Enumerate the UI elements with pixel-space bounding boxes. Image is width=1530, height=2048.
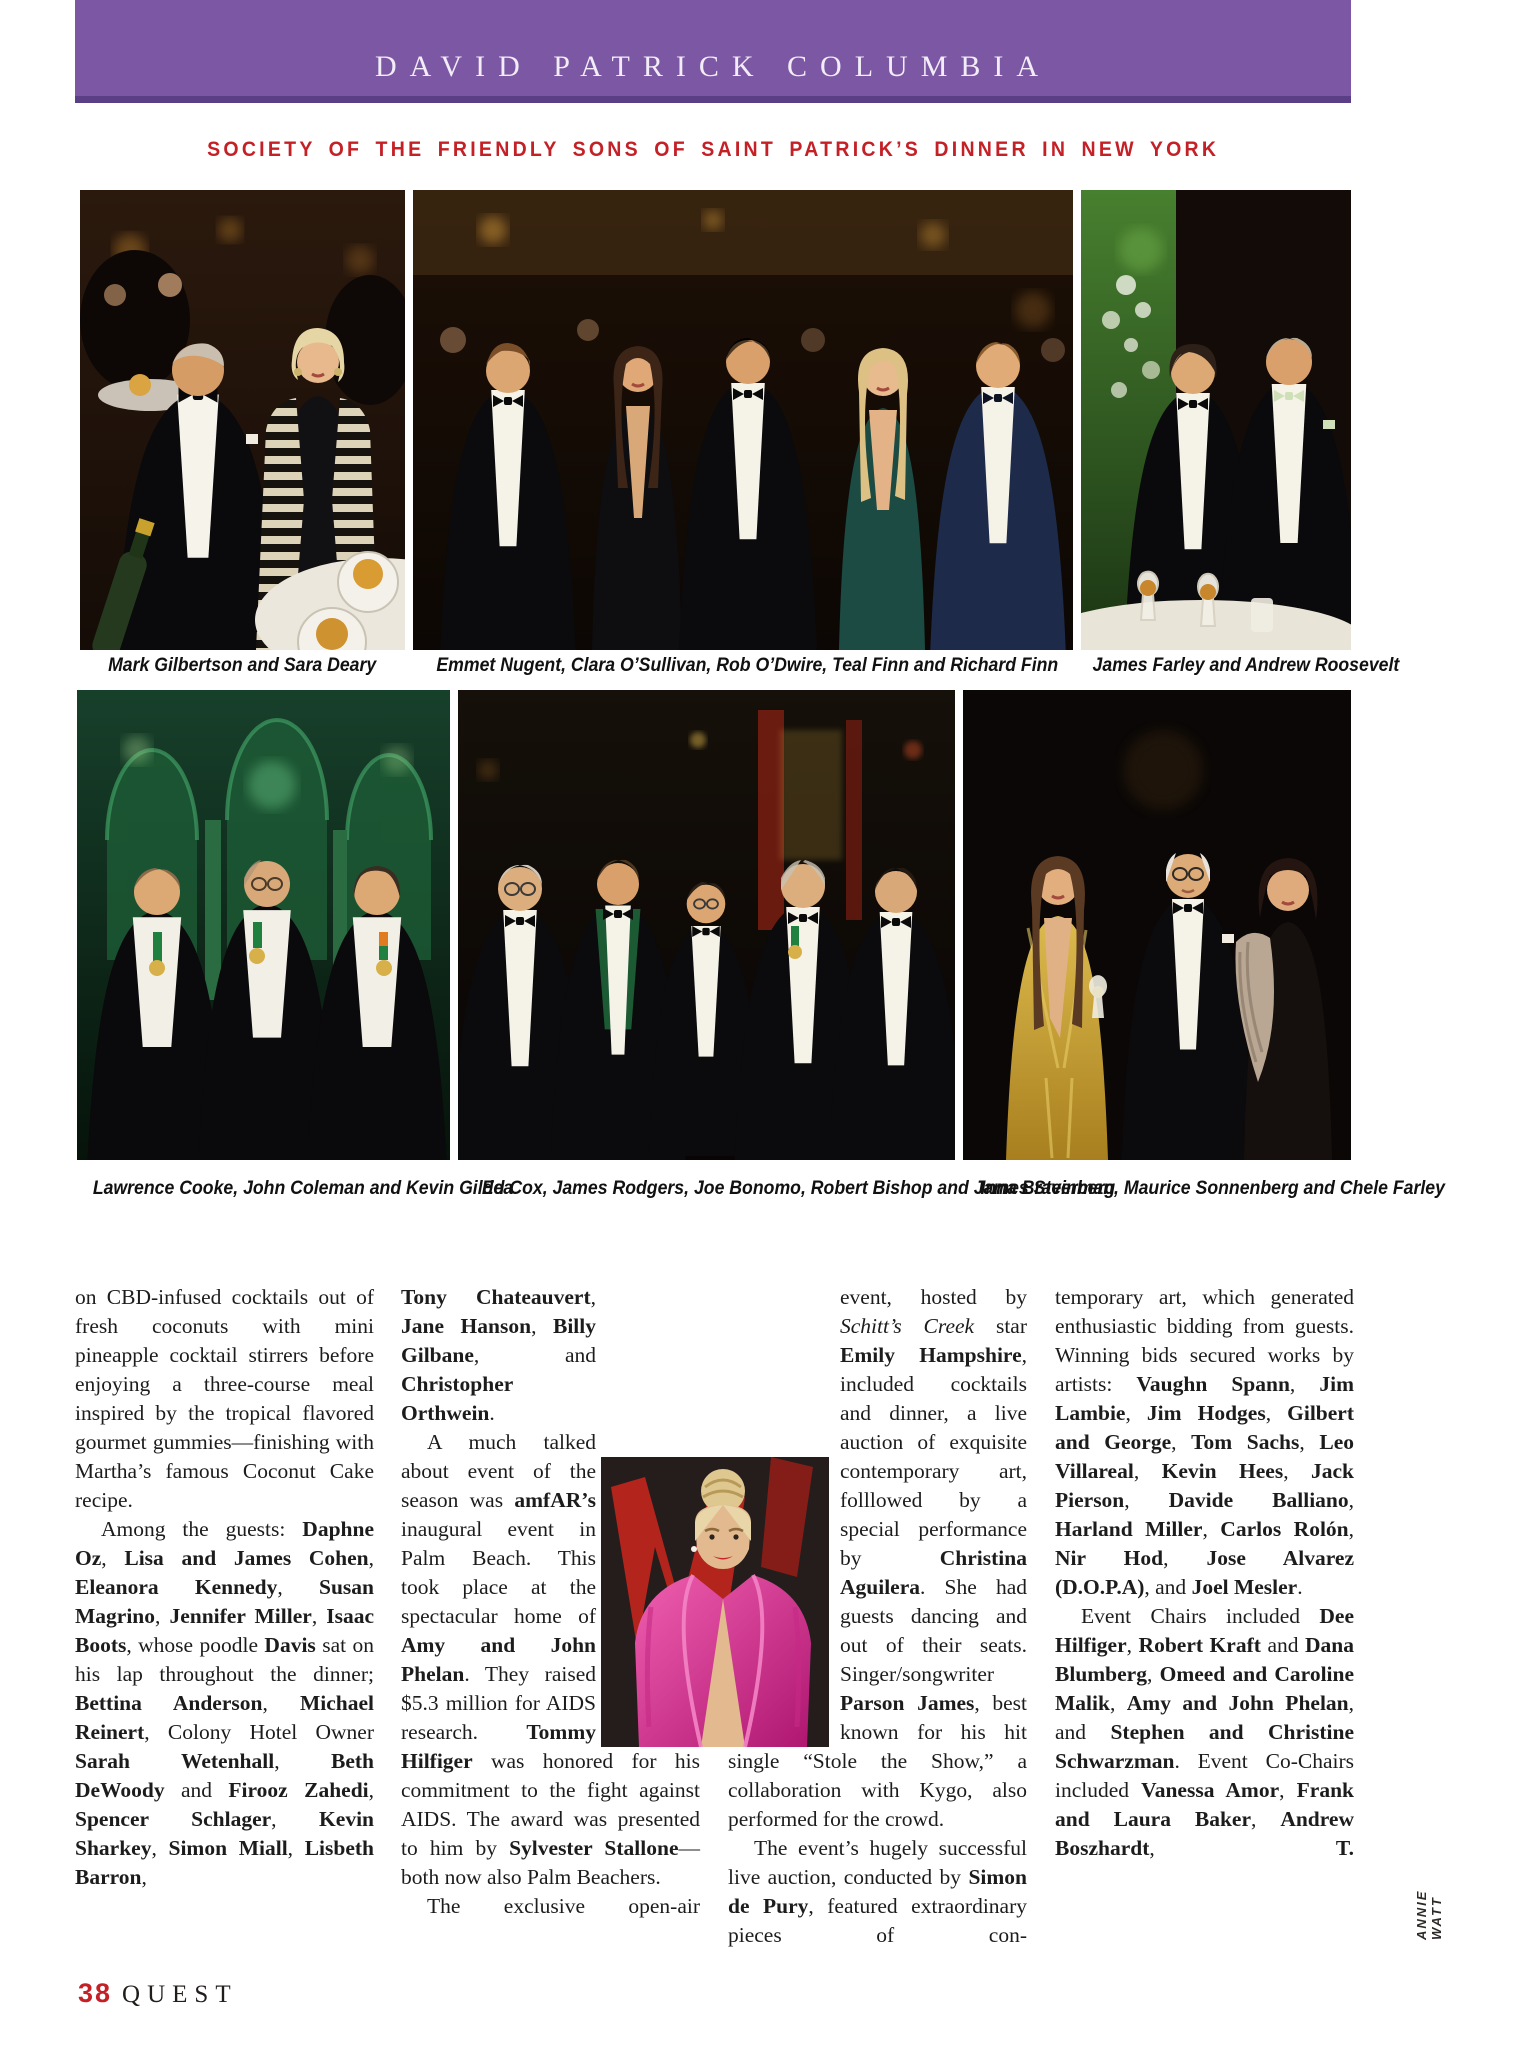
photo-farley-roosevelt [1081,190,1351,650]
article-column-4 [1055,1283,1354,1959]
photo-nugent-group [413,190,1073,650]
photo-braverman-sonnenberg-farley-art [963,690,1351,1160]
photo-farley-roosevelt-art [1081,190,1351,650]
paragraph: event, hosted by Schitt’s Creek star Emily Hampshire, included cocktails and dinner, a live auction of exquisite contemporary art, folllowed by a special performance by Christina Aguilera. She had guests dancing and out of their seats. Singer/songwriter Parson James, best known for his hit single “Stole the Show,” a collaboration with Kygo, also performed for the crowd. [728,1285,1027,1831]
photo-cox-group [458,690,955,1160]
photo-braverman-sonnenberg-farley [963,690,1351,1160]
paragraph: Tony Chateauvert, Jane Hanson, Billy Gilbane, and Christopher Orthwein. [401,1285,596,1425]
paragraph: The event’s hugely successful live auction, conducted by Simon de Pury, featured extraordinary pieces of con- [728,1836,1027,1947]
paragraph: The exclusive open-air [427,1894,700,1918]
page-footer [78,1978,238,2009]
page-title: DAVID PATRICK COLUMBIA [374,50,1052,83]
photo-cooke-coleman-gildea-art [77,690,450,1160]
photo-christina-aguilera [601,1457,829,1747]
caption-row1-3: James Farley and Andrew Roosevelt [1092,655,1400,676]
paragraph: A much talked about event of the season was amfAR’s inaugural event in Palm Beach. This took place at the spectacular home of Amy and John Phelan. They raised $5.3 million for AIDS research. Tommy Hilfiger was honored for his commitment to the fight against AIDS. The award was presented to him by Sylvester Stallone—both now also Palm Beachers. [401,1430,700,1889]
page-number: 38 [78,1978,113,2008]
paragraph: Among the guests: Daphne Oz, Lisa and James Cohen, Eleanora Kennedy, Susan Magrino, Jennifer Miller, Isaac Boots, whose poodle Davis sat on his lap throughout the dinner; Bettina Anderson, Michael Reinert, Colony Hotel Owner Sarah Wetenhall, Beth DeWoody and Firooz Zahedi, Spencer Schlager, Kevin Sharkey, Simon Miall, Lisbeth Barron, [75,1517,375,1889]
photo-cooke-coleman-gildea [77,690,450,1160]
article-column-1 [75,1283,374,1959]
header-banner [75,0,1351,103]
photo-christina-aguilera-art [601,1457,829,1747]
photo-nugent-group-art [413,190,1073,650]
photographer-credit: ANNIE WATT [1414,1889,1444,1940]
photo-cox-group-art [458,690,955,1160]
caption-row1-1: Mark Gilbertson and Sara Deary [108,655,377,676]
caption-row2-3: Inna Braverman, Maurice Sonnenberg and Chele Farley [980,1178,1445,1199]
paragraph: Event Chairs included Dee Hilfiger, Robert Kraft and Dana Blumberg, Omeed and Caroline Malik, Amy and John Phelan, and Stephen and Christine Schwarzman. Event Co-Chairs included Vanessa Amor, Frank and Laura Baker, Andrew Boszhardt, T. [1055,1604,1355,1860]
magazine-name: QUEST [122,1981,238,2008]
photo-gilbertson-deary [80,190,405,650]
caption-row2-1: Lawrence Cooke, John Coleman and Kevin Gildea [92,1178,514,1199]
caption-row1-2: Emmet Nugent, Clara O’Sullivan, Rob O’Dwire, Teal Finn and Richard Finn [436,655,1059,676]
paragraph: temporary art, which generated enthusiastic bidding from guests. Winning bids secured works by artists: Vaughn Spann, Jim Lambie, Jim Hodges, Gilbert and George, Tom Sachs, Leo Villareal, Kevin Hees, Jack Pierson, Davide Balliano, Harland Miller, Carlos Rolón, Nir Hod, Jose Alvarez (D.O.P.A), and Joel Mesler. [1055,1285,1355,1599]
paragraph: on CBD-infused cocktails out of fresh coconuts with mini pineapple cocktail stirrers before enjoying a three-course meal inspired by the tropical flavored gourmet gummies—finishing with Martha’s famous Coconut Cake recipe. [75,1285,374,1512]
caption-row2-2: Ed Cox, James Rodgers, Joe Bonomo, Robert Bishop and James Steinberg [481,1178,1116,1199]
section-title: SOCIETY OF THE FRIENDLY SONS OF SAINT PATRICK’S DINNER IN NEW YORK [206,138,1220,161]
photo-gilbertson-deary-art [80,190,405,650]
